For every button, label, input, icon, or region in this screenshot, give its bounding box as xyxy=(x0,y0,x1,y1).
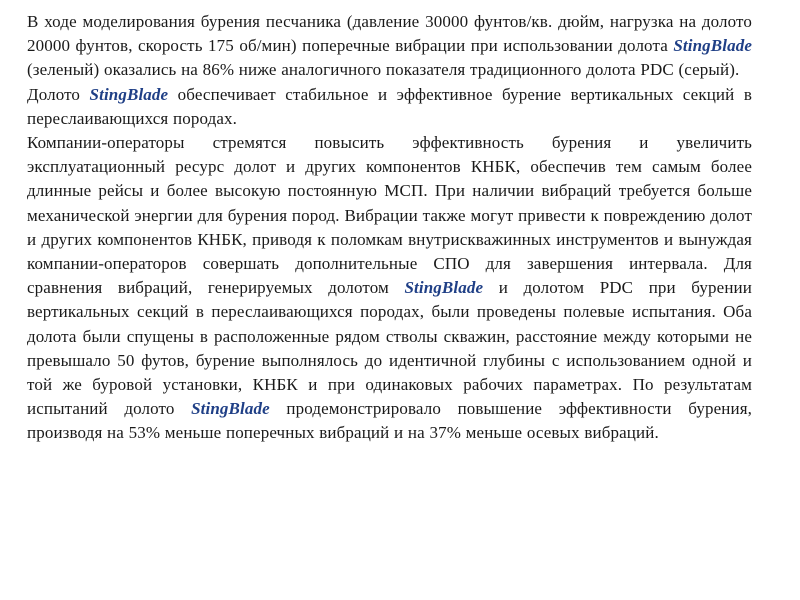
paragraph-text: продемонстрировало повышение эффективности бурения, производя на 53% меньше поперечных вибраций и на 37% меньше осевых вибраций. xyxy=(27,399,753,443)
paragraph-text: Долото xyxy=(27,84,90,104)
paragraph-text: (зеленый) оказались на 86% ниже аналогичного показателя традиционного долота PDC (серый). xyxy=(27,60,740,80)
brand-name-stingblade: StingBlade xyxy=(404,278,484,298)
paragraph-simulation-results xyxy=(27,10,752,83)
paragraph-stable-drilling xyxy=(27,83,752,131)
paragraph-text: В ходе моделирования бурения песчаника (давление 30000 фунтов/кв. дюйм, нагрузка на долото 20000 фунтов, скорость 175 об/мин) поперечные вибрации при использовании долота xyxy=(27,12,752,56)
paragraph-text: обеспечивает стабильное и эффективное бурение вертикальных секций в переслаивающихся породах. xyxy=(27,84,752,128)
paragraph-text: Компании-операторы стремятся повысить эффективность бурения и увеличить эксплуатационный ресурс долот и других компонентов КНБК, обеспечив тем самым более длинные рейсы и более высокую постоянную МСП. При наличии вибраций требуется больше механической энергии для бурения пород. Вибрации также могут привести к повреждению долот и других компонентов КНБК, приводя к поломкам внутрискважинных инструментов и вынуждая компании-операторов совершать дополнительные СПО для завершения интервала. Для сравнения вибраций, генерируемых долотом xyxy=(27,133,752,298)
paragraph-text: и долотом PDC при бурении вертикальных секций в переслаивающихся породах, были проведены полевые испытания. Оба долота были спущены в расположенные рядом стволы скважин, расстояние между которыми не превышало 50 футов, бурение выполнялось до идентичной глубины с использованием одной и той же буровой установки, КНБК и при одинаковых рабочих параметрах. По результатам испытаний долото xyxy=(27,278,752,419)
paragraph-field-tests xyxy=(27,131,752,446)
brand-name-stingblade: StingBlade xyxy=(191,399,270,419)
brand-name-stingblade: StingBlade xyxy=(673,36,752,56)
brand-name-stingblade: StingBlade xyxy=(89,84,169,104)
